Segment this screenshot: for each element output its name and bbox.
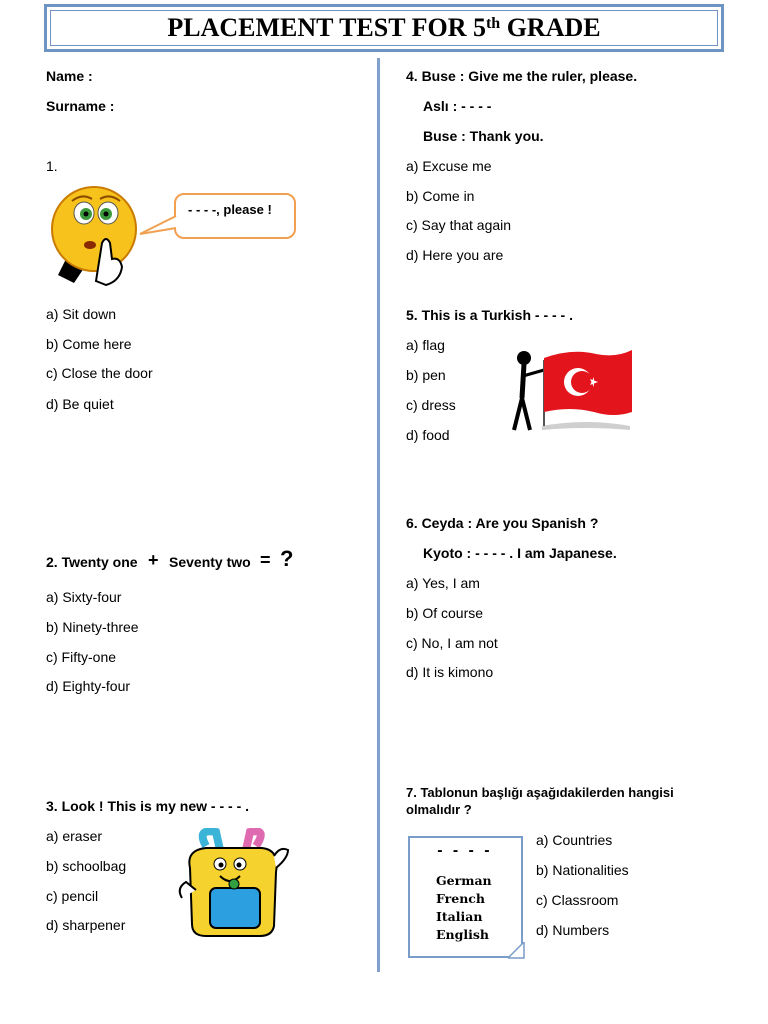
q5-option-b: b) pen xyxy=(406,367,446,383)
title-superscript: th xyxy=(485,15,501,32)
q5-question: 5. This is a Turkish - - - - . xyxy=(406,307,573,323)
q3-option-c: c) pencil xyxy=(46,888,99,904)
q4-line1: 4. Buse : Give me the ruler, please. xyxy=(406,68,638,84)
q2-text-a: 2. Twenty one xyxy=(46,554,138,570)
q1-number: 1. xyxy=(46,158,58,174)
note-item: Italian xyxy=(436,909,483,924)
name-label: Name : xyxy=(46,68,93,84)
q6-option-d: d) It is kimono xyxy=(406,664,494,680)
q7-line2: olmalıdır ? xyxy=(406,802,472,817)
q4-line3: Buse : Thank you. xyxy=(423,128,544,144)
q3-option-a: a) eraser xyxy=(46,828,103,844)
speech-bubble xyxy=(174,193,296,239)
q7-option-b: b) Nationalities xyxy=(536,862,629,878)
q3-question: 3. Look ! This is my new - - - - . xyxy=(46,798,250,814)
q4-line2: Aslı : - - - - xyxy=(423,98,492,114)
shushing-smiley-icon xyxy=(46,183,146,293)
speech-bubble-tail xyxy=(138,214,178,238)
q2-option-b: b) Ninety-three xyxy=(46,619,139,635)
q5-option-a: a) flag xyxy=(406,337,445,353)
title-text: PLACEMENT TEST FOR 5 xyxy=(167,13,486,42)
q6-option-b: b) Of course xyxy=(406,605,484,621)
q2-option-d: d) Eighty-four xyxy=(46,678,131,694)
q2-question-mark: ? xyxy=(280,546,294,571)
note-list xyxy=(436,872,492,944)
q2-option-a: a) Sixty-four xyxy=(46,589,122,605)
note-item: English xyxy=(436,927,489,942)
title-text-end: GRADE xyxy=(500,13,601,42)
title-box xyxy=(44,4,724,52)
q6-line1: 6. Ceyda : Are you Spanish ? xyxy=(406,515,599,531)
column-divider xyxy=(377,58,380,972)
page-title xyxy=(50,10,718,46)
q6-line2: Kyoto : - - - - . I am Japanese. xyxy=(423,545,617,561)
q4-option-b: b) Come in xyxy=(406,188,475,204)
q3-option-d: d) sharpener xyxy=(46,917,126,933)
surname-label: Surname : xyxy=(46,98,115,114)
q1-option-c: c) Close the door xyxy=(46,365,153,381)
q5-option-d: d) food xyxy=(406,427,450,443)
q7-option-a: a) Countries xyxy=(536,832,613,848)
speech-bubble-text: - - - -, please ! xyxy=(188,202,272,217)
note-card xyxy=(408,836,523,958)
q3-option-b: b) schoolbag xyxy=(46,858,127,874)
q7-line1: 7. Tablonun başlığı aşağıdakilerden hangisi xyxy=(406,785,674,800)
schoolbag-icon xyxy=(176,828,292,940)
q2-equals: = xyxy=(260,550,271,570)
q2-option-c: c) Fifty-one xyxy=(46,649,117,665)
q2-text-b: Seventy two xyxy=(169,554,251,570)
turkish-flag-icon xyxy=(506,346,638,434)
q4-option-d: d) Here you are xyxy=(406,247,504,263)
note-header: - - - - xyxy=(436,844,491,859)
q7-option-d: d) Numbers xyxy=(536,922,610,938)
q2-plus: + xyxy=(148,550,159,570)
q1-option-d: d) Be quiet xyxy=(46,396,114,412)
note-curl xyxy=(508,942,526,960)
q6-option-a: a) Yes, I am xyxy=(406,575,480,591)
q1-option-a: a) Sit down xyxy=(46,306,117,322)
q5-option-c: c) dress xyxy=(406,397,456,413)
q4-option-c: c) Say that again xyxy=(406,217,512,233)
note-item: French xyxy=(436,891,485,906)
q4-option-a: a) Excuse me xyxy=(406,158,492,174)
q6-option-c: c) No, I am not xyxy=(406,635,498,651)
note-item: German xyxy=(436,873,492,888)
q7-option-c: c) Classroom xyxy=(536,892,619,908)
q1-option-b: b) Come here xyxy=(46,336,132,352)
